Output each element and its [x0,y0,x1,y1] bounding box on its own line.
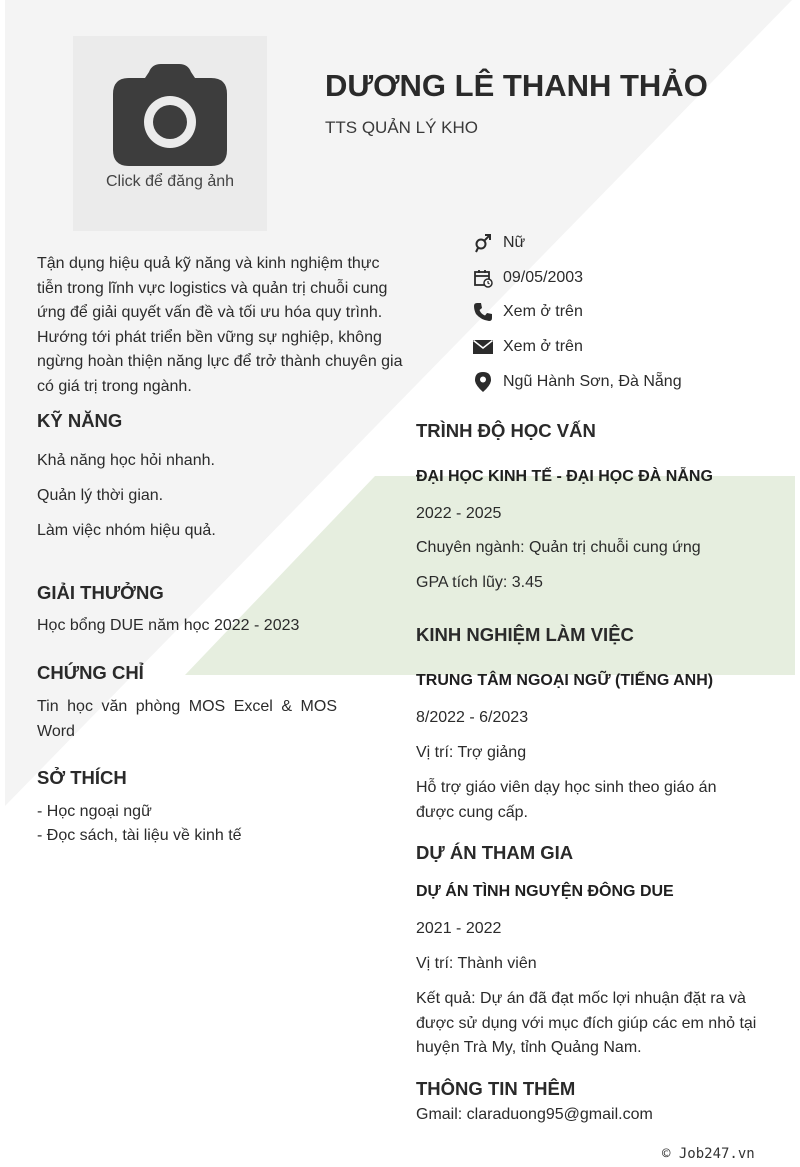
location-pin-icon [472,371,494,393]
hobby-item: - Đọc sách, tài liệu về kinh tế [37,827,242,844]
award-item: Học bổng DUE năm học 2022 - 2023 [37,617,300,634]
calendar-icon [472,267,494,289]
career-objective: Tận dụng hiệu quả kỹ năng và kinh nghiệm thực tiễn trong lĩnh vực logistics và quản trị chuỗi cung ứng để giải quyết vấn đề và tối ưu hóa quy trình. Hướng tới phát triển bền vững sự nghiệp, không ngừng hoàn thiện năng lực để trở thành chuyên gia có giá trị trong ngành. [37,255,403,395]
experience-company: TRUNG TÂM NGOẠI NGỮ (TIẾNG ANH) [416,672,714,689]
experience-description: Hỗ trợ giáo viên dạy học sinh theo giáo án được cung cấp. [416,779,717,821]
skill-item: Làm việc nhóm hiệu quả. [37,522,216,539]
contact-phone [472,301,583,323]
additional-gmail: Gmail: claraduong95@gmail.com [416,1106,653,1123]
birthday-value: 09/05/2003 [503,269,584,286]
candidate-name: DƯƠNG LÊ THANH THẢO [325,68,708,103]
footer-copyright: © Job247.vn [662,1146,755,1162]
awards-heading: GIẢI THƯỞNG [37,582,164,603]
experience-position: Vị trí: Trợ giảng [416,744,527,761]
education-gpa: GPA tích lũy: 3.45 [416,574,543,591]
hobby-item: - Học ngoại ngữ [37,803,152,820]
skill-item: Quản lý thời gian. [37,487,164,504]
contact-gender [472,232,525,254]
phone-value: Xem ở trên [503,303,583,320]
additional-info-heading: THÔNG TIN THÊM [416,1078,576,1099]
phone-icon [472,301,494,323]
hobbies-heading: SỞ THÍCH [37,767,127,788]
certificates-heading: CHỨNG CHỈ [37,662,144,683]
project-result: Kết quả: Dự án đã đạt mốc lợi nhuận đặt ra và được sử dụng với mục đích giúp các em nhỏ tại huyện Trà My, tỉnh Quảng Nam. [416,990,757,1057]
certificate-item: Tin học văn phòng MOS Excel & MOS Word [37,698,337,740]
experience-period: 8/2022 - 6/2023 [416,709,529,726]
education-major: Chuyên ngành: Quản trị chuỗi cung ứng [416,539,701,556]
address-value: Ngũ Hành Sơn, Đà Nẵng [503,373,682,390]
experience-heading: KINH NGHIỆM LÀM VIỆC [416,624,634,645]
photo-upload[interactable] [73,36,267,231]
education-school: ĐẠI HỌC KINH TẾ - ĐẠI HỌC ĐÀ NẴNG [416,468,713,485]
camera-icon [111,64,229,166]
projects-heading: DỰ ÁN THAM GIA [416,842,574,863]
skill-item: Khả năng học hỏi nhanh. [37,452,215,469]
project-position: Vị trí: Thành viên [416,955,537,972]
contact-email [472,336,583,358]
email-value: Xem ở trên [503,338,583,355]
contact-address [472,371,682,393]
photo-upload-caption: Click để đăng ảnh [105,173,235,190]
skills-heading: KỸ NĂNG [37,410,123,431]
contact-birthday [472,267,583,289]
envelope-icon [472,336,494,358]
job-title: TTS QUẢN LÝ KHO [325,118,479,137]
project-period: 2021 - 2022 [416,920,502,937]
gender-value: Nữ [503,234,526,251]
education-heading: TRÌNH ĐỘ HỌC VẤN [416,420,596,441]
education-period: 2022 - 2025 [416,505,502,522]
gender-icon [472,232,494,254]
project-name: DỰ ÁN TÌNH NGUYỆN ĐÔNG DUE [416,883,674,900]
